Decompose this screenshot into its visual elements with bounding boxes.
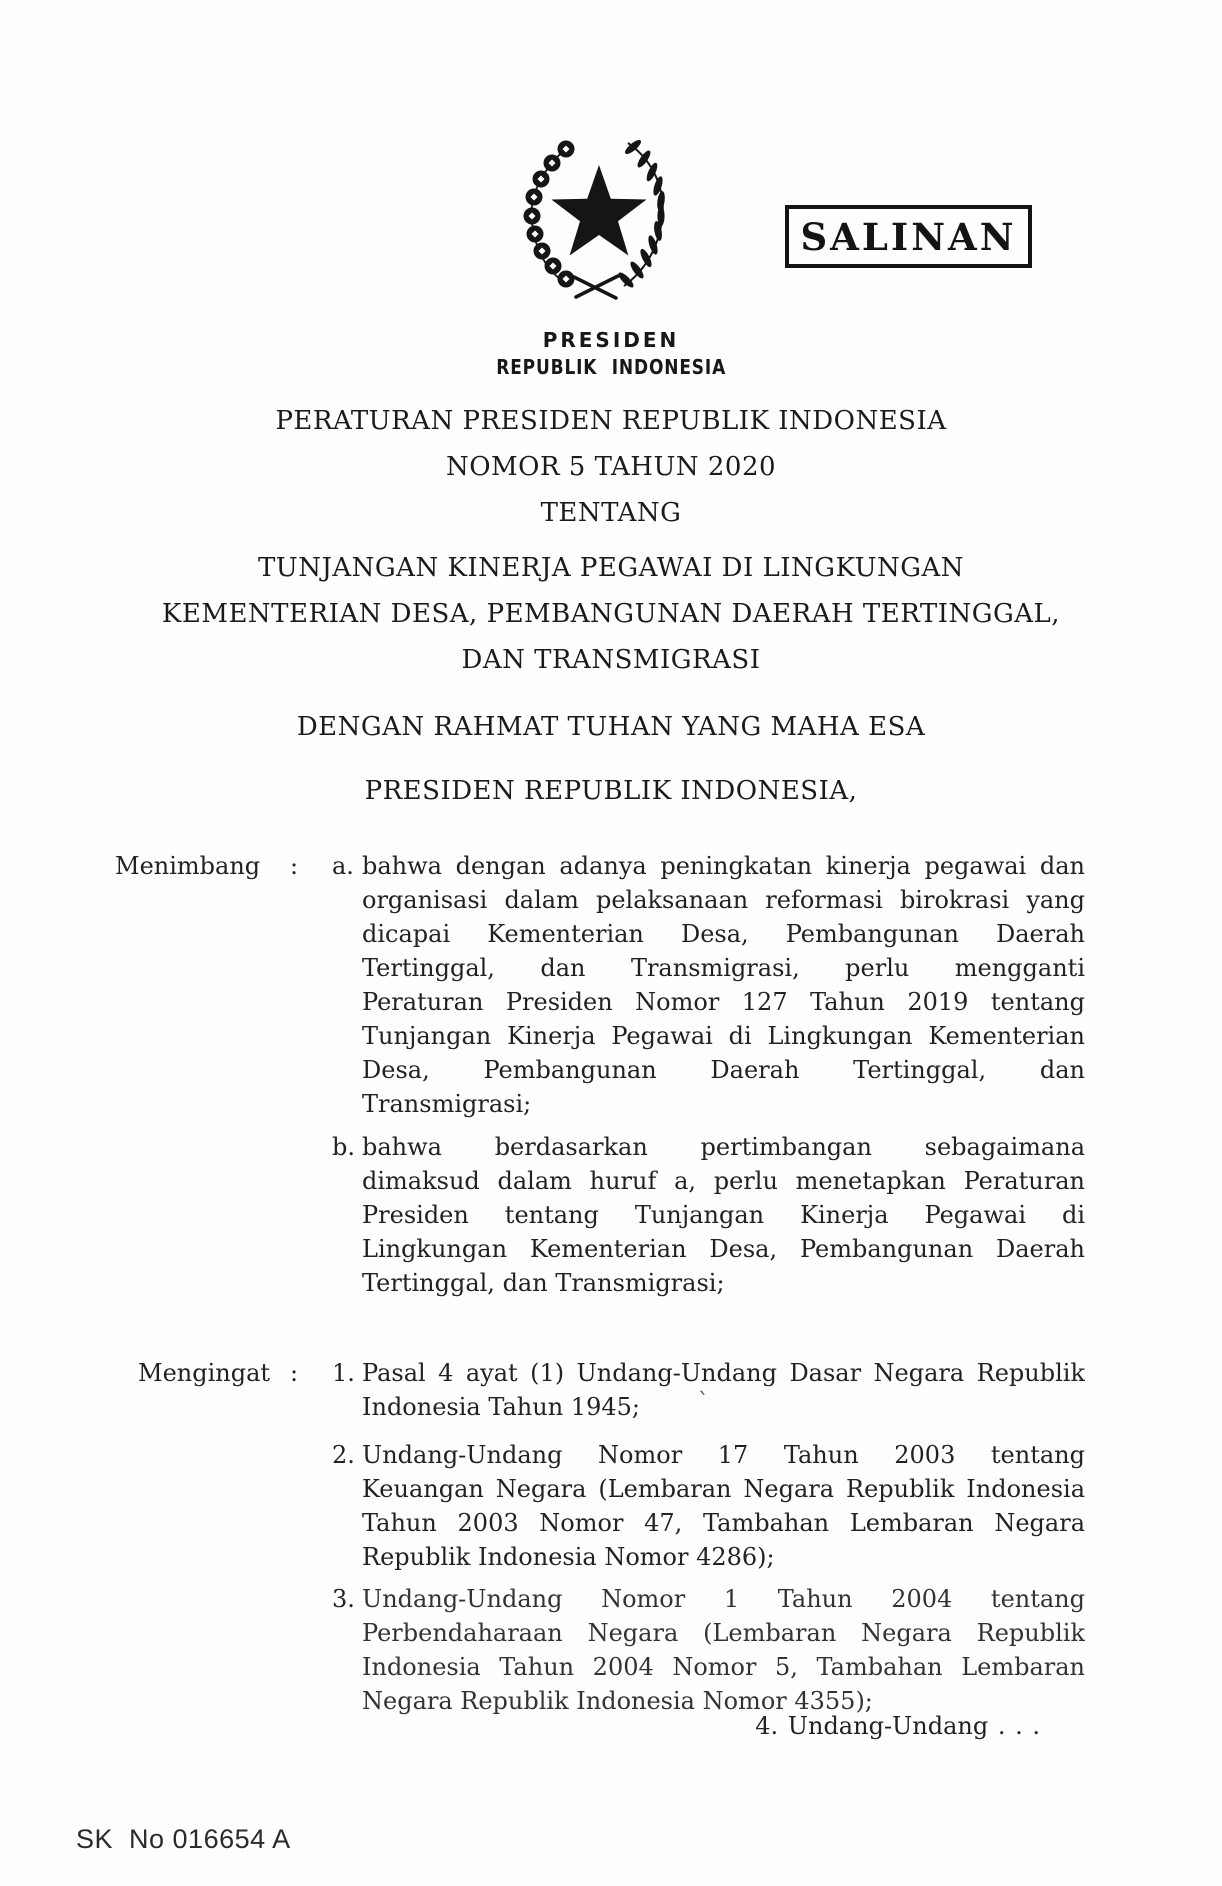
salinan-label: SALINAN	[800, 214, 1017, 259]
legal-basis-item-1	[332, 1356, 1085, 1424]
authority-line: PRESIDEN REPUBLIK INDONESIA,	[364, 776, 858, 806]
invocation-line: DENGAN RAHMAT TUHAN YANG MAHA ESA	[296, 712, 926, 742]
letterhead-presiden: PRESIDEN	[542, 328, 680, 352]
item-text	[362, 1130, 1085, 1300]
body-line: Peraturan Presiden Nomor 127 Tahun 2019 tentang	[362, 988, 1085, 1016]
section-colon-menimbang: :	[290, 852, 299, 880]
body-line: dicapai Kementerian Desa, Pembangunan Daerah	[362, 920, 1085, 948]
body-line: Tunjangan Kinerja Pegawai di Lingkungan Kementerian	[362, 1022, 1085, 1050]
considering-items	[332, 849, 1085, 1300]
body-line: Perbendaharaan Negara (Lembaran Negara Republik	[362, 1619, 1085, 1647]
title-line-subject-2: KEMENTERIAN DESA, PEMBANGUNAN DAERAH TERTINGGAL,	[161, 599, 1061, 629]
title-line-tentang: TENTANG	[540, 498, 682, 528]
item-text	[362, 849, 1085, 1121]
body-line: bahwa berdasarkan pertimbangan sebagaimana	[362, 1133, 1085, 1161]
letterhead-republik-indonesia: REPUBLIK INDONESIA	[496, 355, 726, 379]
item-text	[362, 1582, 1085, 1718]
consideration-item-b	[332, 1130, 1085, 1300]
crossed-stems	[574, 276, 618, 298]
section-colon-mengingat: :	[290, 1359, 299, 1387]
item-marker: 3.	[332, 1585, 355, 1613]
regulation-title-subject	[111, 545, 1111, 683]
title-line-subject-1: TUNJANGAN KINERJA PEGAWAI DI LINGKUNGAN	[257, 553, 965, 583]
body-line: Pasal 4 ayat (1) Undang-Undang Dasar Negara Republik	[362, 1359, 1085, 1387]
title-line-subject-3: DAN TRANSMIGRASI	[461, 645, 761, 675]
body-line: Transmigrasi;	[362, 1090, 532, 1118]
recalling-items	[332, 1356, 1085, 1718]
body-line: Negara Republik Indonesia Nomor 4355);	[362, 1687, 873, 1715]
scan-artifact-mark: ˋ	[697, 1390, 709, 1415]
salinan-stamp	[785, 205, 1032, 268]
body-line: Presiden tentang Tunjangan Kinerja Pegawai di	[362, 1201, 1085, 1229]
body-line: Tertinggal, dan Transmigrasi, perlu mengganti	[362, 954, 1085, 982]
item-text	[362, 1438, 1085, 1574]
legal-basis-item-2	[332, 1438, 1085, 1574]
body-line: Indonesia Tahun 2004 Nomor 5, Tambahan Lembaran	[362, 1653, 1085, 1681]
page-catchword: 4. Undang-Undang . . .	[755, 1712, 1040, 1740]
section-label-menimbang: Menimbang	[115, 852, 261, 880]
cotton-buds	[524, 141, 575, 288]
body-line: Undang-Undang Nomor 17 Tahun 2003 tentang	[362, 1441, 1085, 1469]
body-line: dimaksud dalam huruf a, perlu menetapkan Peraturan	[362, 1167, 1085, 1195]
title-line-nomor: NOMOR 5 TAHUN 2020	[445, 452, 777, 482]
presidential-seal-icon	[516, 133, 680, 309]
star-shape	[551, 165, 646, 256]
title-line-peraturan: PERATURAN PRESIDEN REPUBLIK INDONESIA	[275, 406, 947, 436]
body-line: Tertinggal, dan Transmigrasi;	[362, 1269, 725, 1297]
item-text	[362, 1356, 1085, 1424]
sk-number: SK No 016654 A	[76, 1824, 291, 1854]
body-line: Indonesia Tahun 1945; ˋ	[362, 1390, 1085, 1424]
body-line: organisasi dalam pelaksanaan reformasi birokrasi yang	[362, 886, 1085, 914]
body-line: Tahun 2003 Nomor 47, Tambahan Lembaran Negara	[362, 1509, 1085, 1537]
consideration-item-a	[332, 849, 1085, 1121]
item-marker: 2.	[332, 1441, 355, 1469]
item-marker: 1.	[332, 1359, 355, 1387]
item-marker: a.	[332, 852, 354, 880]
body-line: Undang-Undang Nomor 1 Tahun 2004 tentang	[362, 1585, 1085, 1613]
body-line: Keuangan Negara (Lembaran Negara Republik Indonesia	[362, 1475, 1085, 1503]
body-line: Lingkungan Kementerian Desa, Pembangunan Daerah	[362, 1235, 1085, 1263]
item-marker: b.	[332, 1133, 355, 1161]
regulation-title-head	[111, 398, 1111, 536]
body-line: Desa, Pembangunan Daerah Tertinggal, dan	[362, 1056, 1085, 1084]
section-label-mengingat: Mengingat	[138, 1359, 271, 1387]
body-line: bahwa dengan adanya peningkatan kinerja pegawai dan	[362, 852, 1085, 880]
body-line: Republik Indonesia Nomor 4286);	[362, 1543, 775, 1571]
letterhead	[111, 327, 1111, 381]
legal-basis-item-3	[332, 1582, 1085, 1718]
